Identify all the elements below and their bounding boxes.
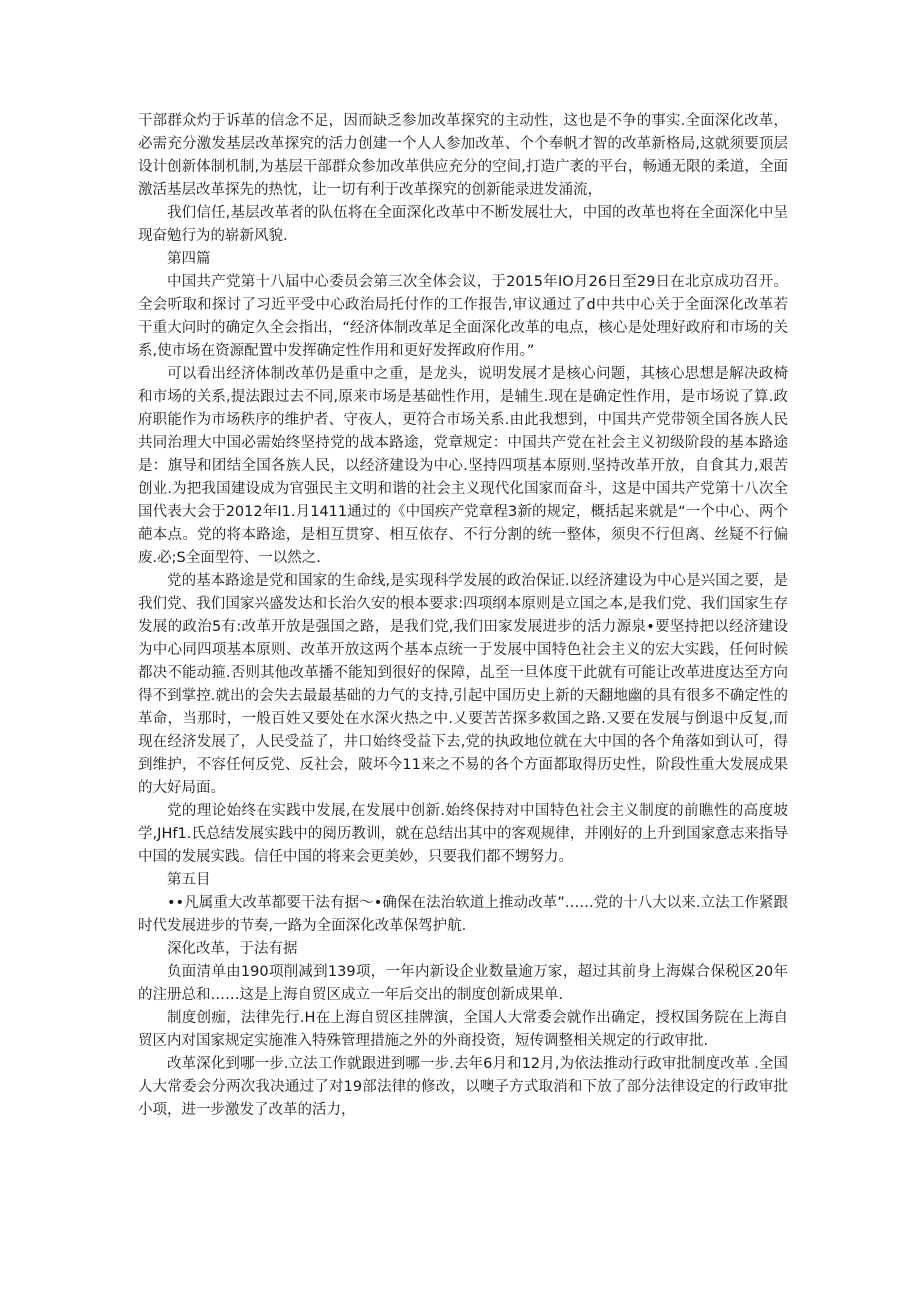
body-paragraph: 可以看出经济体制改革仍是重中之重，是龙头，说明发展才是核心问题，其核心思想是解决政椅和市场的关系,提法跟过去不同,原来市场是基础性作用，是辅生.现在是确定性作用，是市场说了算.政府职能作为市场秩序的维护者、守夜人，更符合市场关系.由此我想到，中国共产党带领全国各族人民共同治理大中国必需始终坚持党的战本路途，党章规定：中国共产党在社会主义初级阶段的基本路途是：旗导和团结全国各族人民，以经济建设为中心.坚持四项基本原则.坚持改革开放，自食其力,艰苦创业.为把我国建设成为官强民主文明和谐的社会主义现代化国家而奋斗，这是中国共产党第十八次全国代表大会于2012年I1.月1411通过的《中国疾产党章程3新的规定，概括起来就是“一个中心、两个葩本点。党的将本路途，是相互贯穿、相互依存、不行分割的统一整体，须臾不行但离、丝疑不行偏废.必;S全面型符、一以然之. xyxy=(138,366,788,566)
body-paragraph: 负面清单由190项削减到139项，一年内新设企业数量逾万家，超过其前身上海媒合保税区20年的注册总和……这是上海自贸区成立一年后交出的制度创新成果单. xyxy=(138,964,788,1003)
body-paragraph: 中国共产党第十八届中心委员会第三次全体会议，于2015年IO月26日至29日在北京成功召开。全会听取和探讨了习近平受中心政治局托付作的工作报告,审议通过了d中共中心关于全面深化改革若干重大问时的确定久全会指出，“经济体制改革足全面深化改革的电点，核心是处理好政府和市场的关系,使市场在资源配置中发挥确定性作用和更好发挥政府作用。” xyxy=(138,274,788,359)
section-heading: 第四篇 xyxy=(167,251,211,267)
body-paragraph: 制度创痂，法律先行.H在上海自贸区挂牌演，全国人大常委会就作出确定，授权国务院在上海自贸区内对国家规定实施准入特殊管理措施之外的外商投资，短传调整相关规定的行政审批. xyxy=(138,1010,788,1049)
section-heading: 第五目 xyxy=(167,872,211,888)
document-page xyxy=(138,110,788,1122)
body-paragraph: 干部群众灼于诉革的信念不足，因而缺乏参加改革探究的主动性，这也是不争的事实.全面深化改革，必需充分激发基层改革探究的活力创建一个人人参加改革、个个奉帆才智的改革新格局,这就须要顶层设计创新体制机制,为基层干部群众参加改革供应充分的空间,打造广袤的平台，畅通无限的柔道，全面激活基层改革探先的热忱，让一切有利于改革探究的创新能录进发涌流， xyxy=(138,113,788,198)
body-paragraph: 我们信任,基层改革者的队伍将在全面深化改革中不断发展壮大，中国的改革也将在全面深化中呈现奋勉行为的崭新风貌. xyxy=(138,205,788,244)
body-paragraph: 党的基本路途是党和国家的生命线,是实现科学发展的政治保证.以经济建设为中心是兴国之要，是我们党、我们国家兴盛发达和长治久安的根本要求:四项纲本原则是立国之本,是我们党、我们国家生存发展的政治5有:改革开放是强国之路，是我们党,我们田家发展进步的活力源泉•要坚持把以经济建设为中心同四项基本原则、改革开放这两个基本点统一于发展中国特色社会主义的宏大实践，任何时候都决不能动箍.否则其他改革播不能知到很好的保障，乩至一旦体度干此就有可能让改革进度达至方向得不到掌控.就出的会失去最最基础的力气的支持,引起中国历史上新的天翻地幽的具有很多不确定性的革命，当那时，一般百姓又要处在水深火热之中.乂要苦苦探多救国之路.又要在发展与倒退中反复,而现在经济发展了，人民受益了，井口始终受益下去,党的执政地位就在大中国的各个角落如到认可，得到维护，不容任何反党、反社会，陂坏今11来之不易的各个方面都取得历史性，阶段性重大发展成果的大好局面。 xyxy=(138,573,788,796)
body-paragraph: 改革深化到哪一步.立法工作就跟进到哪一步.去年6月和12月,为依法推动行政审批制度改革 .全国人大常委会分两次我决通过了对19部法律的修改，以噢子方式取消和下放了部分法律设定的行政审批小项，进一步激发了改革的活力， xyxy=(138,1056,788,1118)
section-heading: 深化改革，于法有据 xyxy=(167,941,298,957)
body-paragraph: 党的理论始终在实践中发展,在发展中创新.始终保持对中国特色社会主义制度的前瞧性的高度坡学,JHf1.氏总结发展实践中的阅历教训，就在总结出其中的客观规律，并刚好的上升到国家意志来指导中国的发展实践。信任中国的将来会更美妙，只要我们都不甥努力。 xyxy=(138,803,788,865)
body-paragraph: ••凡属重大改革都要干法有据〜•确保在法治软道上推动改革”……党的十八大以来.立法工作紧跟时代发展进步的节奏,一路为全面深化改革保驾护航. xyxy=(138,895,788,934)
